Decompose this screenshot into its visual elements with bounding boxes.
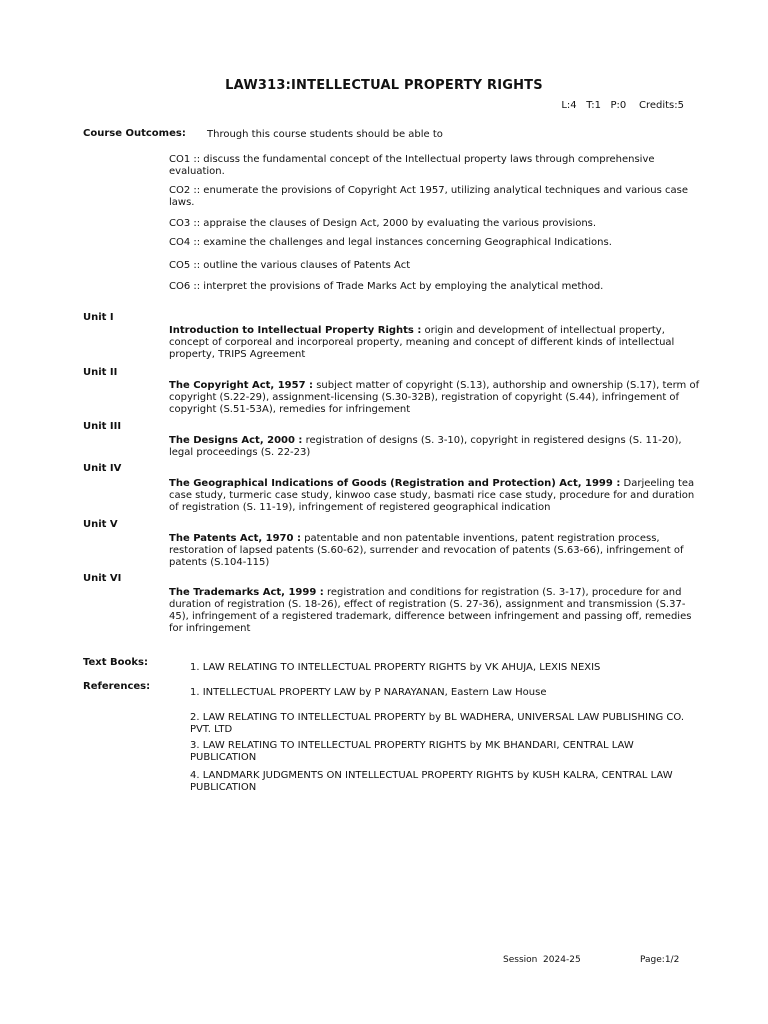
course-outcome-item: CO3 :: appraise the clauses of Design Act, 2000 by evaluating the various provisions.	[169, 218, 597, 229]
unit-heading: The Designs Act, 2000 :	[169, 435, 303, 446]
unit-content	[169, 478, 704, 514]
unit-content	[169, 380, 704, 416]
lecture-hours: L:4	[561, 100, 577, 111]
unit-content	[169, 325, 704, 361]
credits: Credits:5	[638, 100, 684, 111]
unit-content	[169, 587, 704, 635]
references-label: References:	[83, 681, 151, 692]
unit-label: Unit VI	[83, 573, 122, 584]
practical-hours: P:0	[610, 100, 627, 111]
unit-text: patentable and non patentable inventions, patent registration process, restoration of lapsed patents (S.60-62), surrender and revocation of patents (S.63-66), infringement of patents (S.104-115)	[169, 533, 684, 568]
unit-heading: Introduction to Intellectual Property Rights :	[169, 325, 422, 336]
unit-heading: The Trademarks Act, 1999 :	[169, 587, 324, 598]
reference-item: 2. LAW RELATING TO INTELLECTUAL PROPERTY by BL WADHERA, UNIVERSAL LAW PUBLISHING CO. PVT. LTD	[190, 712, 685, 735]
unit-label: Unit III	[83, 421, 122, 432]
tutorial-hours: T:1	[586, 100, 601, 111]
unit-label: Unit I	[83, 312, 114, 323]
unit-text: registration of designs (S. 3-10), copyright in registered designs (S. 11-20), legal proceedings (S. 22-23)	[169, 435, 682, 458]
reference-item: 1. INTELLECTUAL PROPERTY LAW by P NARAYANAN, Eastern Law House	[190, 687, 547, 698]
unit-text: registration and conditions for registration (S. 3-17), procedure for and duration of registration (S. 18-26), effect of registration (S. 27-36), assignment and transmission (S.37-45), infringement of a registered trademark, difference between infringement and passing off, remedies for infringement	[169, 587, 692, 634]
page-number: Page:1/2	[640, 955, 680, 965]
unit-content	[169, 533, 704, 569]
unit-heading: The Copyright Act, 1957 :	[169, 380, 314, 391]
unit-content	[169, 435, 704, 459]
session-label: Session 2024-25	[503, 955, 581, 965]
unit-heading: The Patents Act, 1970 :	[169, 533, 301, 544]
course-outcome-item: CO4 :: examine the challenges and legal instances concerning Geographical Indications.	[169, 237, 612, 248]
unit-text: origin and development of intellectual property, concept of corporeal and incorporeal property, meaning and concept of different kinds of intellectual property, TRIPS Agreement	[169, 325, 675, 360]
course-outcome-item: CO5 :: outline the various clauses of Patents Act	[169, 260, 411, 271]
course-outcome-item: CO2 :: enumerate the provisions of Copyright Act 1957, utilizing analytical techniques and various case laws.	[169, 185, 688, 208]
unit-label: Unit II	[83, 367, 118, 378]
course-outcomes-label: Course Outcomes:	[83, 128, 186, 139]
unit-label: Unit IV	[83, 463, 122, 474]
page-title: LAW313:INTELLECTUAL PROPERTY RIGHTS	[225, 78, 543, 93]
unit-text: Darjeeling tea case study, turmeric case study, kinwoo case study, basmati rice case study, procedure for and duration of registration (S. 11-19), infringement of registered geographical indication	[169, 478, 695, 513]
reference-item: 4. LANDMARK JUDGMENTS ON INTELLECTUAL PROPERTY RIGHTS by KUSH KALRA, CENTRAL LAW PUBLICATION	[190, 770, 673, 793]
course-outcomes-intro: Through this course students should be able to	[207, 129, 443, 140]
unit-label: Unit V	[83, 519, 118, 530]
course-outcome-item: CO1 :: discuss the fundamental concept of the Intellectual property laws through comprehensive evaluation.	[169, 154, 655, 177]
unit-text: subject matter of copyright (S.13), authorship and ownership (S.17), term of copyright (S.22-29), assignment-licensing (S.30-32B), registration of copyright (S.44), infringement of copyright (S.51-53A), remedies for infringement	[169, 380, 700, 415]
text-books-label: Text Books:	[83, 657, 148, 668]
course-outcome-item: CO6 :: interpret the provisions of Trade Marks Act by employing the analytical method.	[169, 281, 604, 292]
reference-item: 3. LAW RELATING TO INTELLECTUAL PROPERTY RIGHTS by MK BHANDARI, CENTRAL LAW PUBLICATION	[190, 740, 634, 763]
unit-heading: The Geographical Indications of Goods (Registration and Protection) Act, 1999 :	[169, 478, 621, 489]
text-book-item: 1. LAW RELATING TO INTELLECTUAL PROPERTY RIGHTS by VK AHUJA, LEXIS NEXIS	[190, 662, 601, 673]
credits-line	[561, 100, 684, 112]
